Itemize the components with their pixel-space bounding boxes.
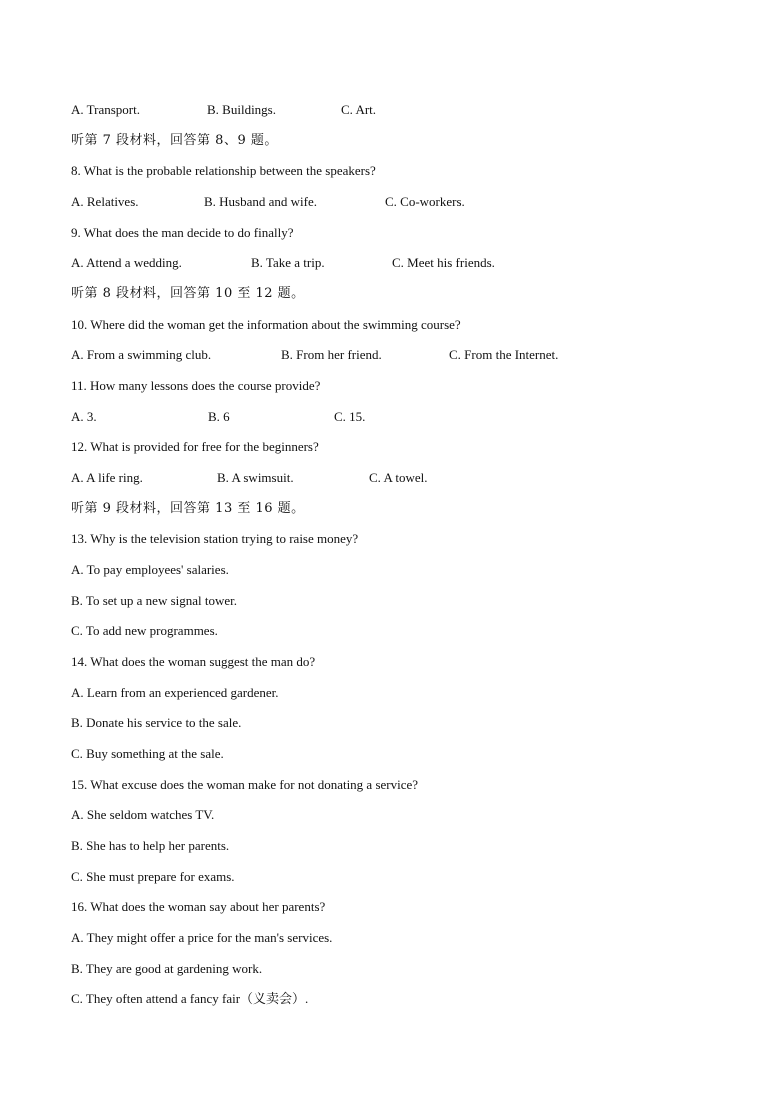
- section-instruction: 听第 9 段材料，回答第 13 至 16 题。: [71, 501, 305, 516]
- option-c: C. 15.: [334, 409, 366, 424]
- question-13: 13. Why is the television station trying to raise money?: [71, 531, 359, 546]
- option-c: C. To add new programmes.: [71, 623, 218, 638]
- option-c: C. A towel.: [369, 470, 428, 485]
- option-a: A. From a swimming club.: [71, 347, 212, 362]
- option-b: B. To set up a new signal tower.: [71, 593, 238, 608]
- option-a: A. Learn from an experienced gardener.: [71, 685, 279, 700]
- option-a: A. Attend a wedding.: [71, 255, 182, 270]
- option-c: C. Co-workers.: [385, 194, 465, 209]
- option-b: B. A swimsuit.: [217, 470, 294, 485]
- question-10: 10. Where did the woman get the information about the swimming course?: [71, 317, 461, 332]
- question-11: 11. How many lessons does the course provide?: [71, 378, 321, 393]
- option-c: C. Buy something at the sale.: [71, 746, 224, 761]
- question-8: 8. What is the probable relationship between the speakers?: [71, 163, 376, 178]
- option-c: C. She must prepare for exams.: [71, 869, 235, 884]
- option-a: A. Transport.: [71, 102, 140, 117]
- question-14: 14. What does the woman suggest the man do?: [71, 654, 316, 669]
- option-b: B. They are good at gardening work.: [71, 961, 263, 976]
- question-9: 9. What does the man decide to do finally?: [71, 225, 294, 240]
- option-c: C. Art.: [341, 102, 377, 117]
- option-b: B. She has to help her parents.: [71, 838, 230, 853]
- option-a: A. Relatives.: [71, 194, 139, 209]
- option-a: A. A life ring.: [71, 470, 143, 485]
- option-b: B. Buildings.: [207, 102, 276, 117]
- option-b: B. Donate his service to the sale.: [71, 715, 242, 730]
- question-16: 16. What does the woman say about her parents?: [71, 899, 326, 914]
- option-a: A. To pay employees' salaries.: [71, 562, 229, 577]
- section-instruction: 听第 8 段材料，回答第 10 至 12 题。: [71, 286, 305, 301]
- section-instruction: 听第 7 段材料，回答第 8、9 题。: [71, 133, 278, 148]
- question-15: 15. What excuse does the woman make for not donating a service?: [71, 777, 419, 792]
- option-c: C. From the Internet.: [449, 347, 559, 362]
- question-12: 12. What is provided for free for the beginners?: [71, 439, 319, 454]
- option-a: A. They might offer a price for the man's services.: [71, 930, 333, 945]
- option-a: A. She seldom watches TV.: [71, 807, 215, 822]
- option-b: B. From her friend.: [281, 347, 382, 362]
- option-b: B. Husband and wife.: [204, 194, 318, 209]
- option-b: B. Take a trip.: [251, 255, 325, 270]
- option-c: C. Meet his friends.: [392, 255, 495, 270]
- option-c: C. They often attend a fancy fair（义卖会）.: [71, 991, 309, 1006]
- option-a: A. 3.: [71, 409, 97, 424]
- option-b: B. 6: [208, 409, 230, 424]
